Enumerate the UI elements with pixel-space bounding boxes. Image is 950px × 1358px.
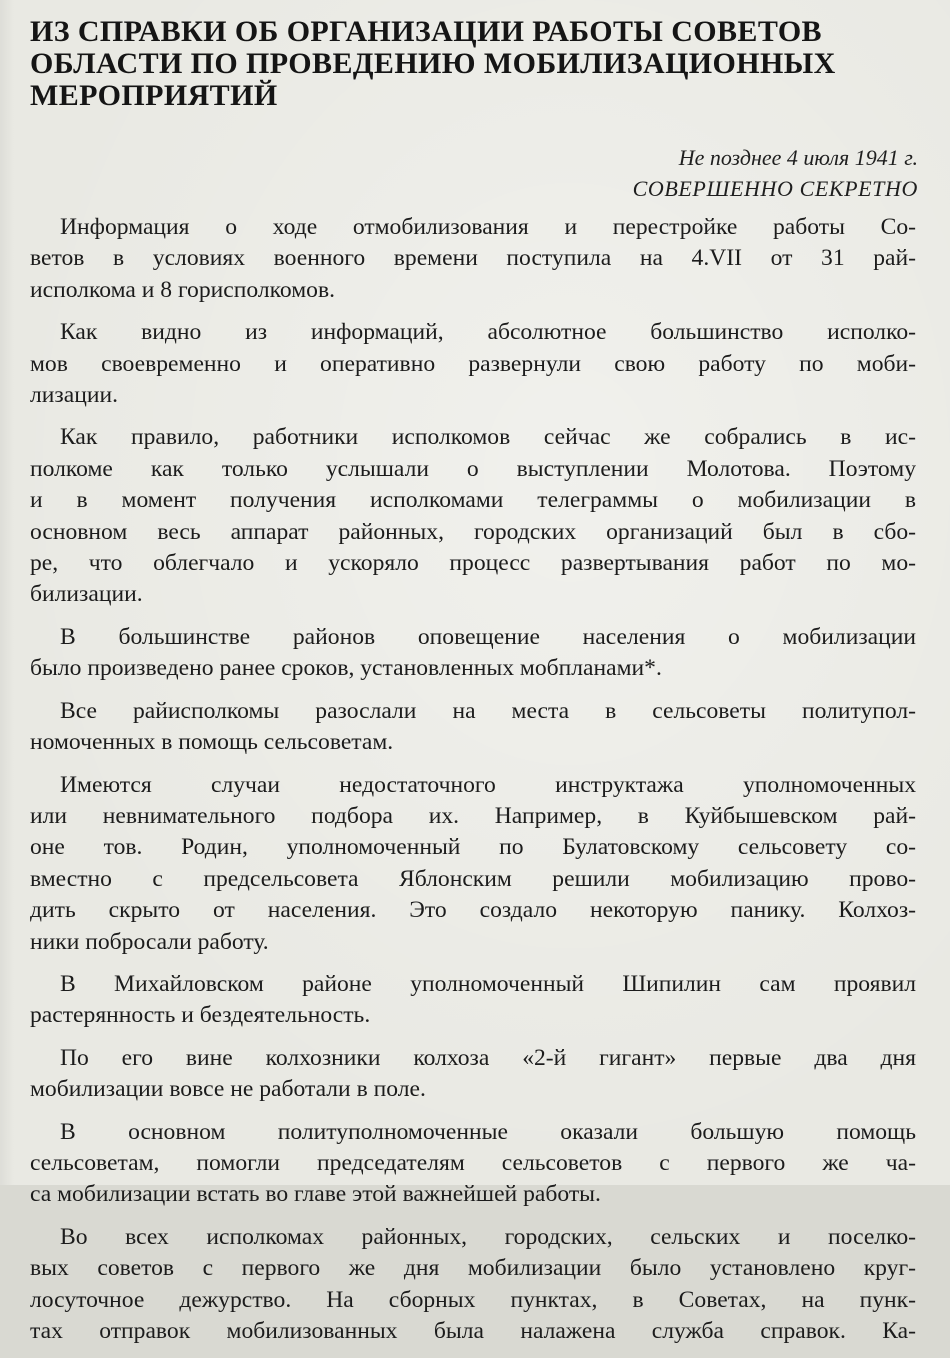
- title-line: ОБЛАСТИ ПО ПРОВЕДЕНИЮ МОБИЛИЗАЦИОННЫХ: [30, 47, 836, 80]
- text-line: Все райисполкомы разослали на места в сельсоветы политупол-: [60, 697, 916, 724]
- text-line: исполкома и 8 горисполкомов.: [30, 276, 336, 303]
- text-line: вых советов с первого же дня мобилизации было установлено круг-: [30, 1255, 916, 1282]
- paragraph: [30, 1222, 916, 1348]
- title-line: ИЗ СПРАВКИ ОБ ОРГАНИЗАЦИИ РАБОТЫ СОВЕТОВ: [30, 15, 822, 48]
- text-line: сельсоветам, помогли председателям сельсоветов с первого же ча-: [30, 1149, 916, 1176]
- text-line: В основном политуполномоченные оказали большую помощь: [60, 1118, 916, 1145]
- text-line: оне тов. Родин, уполномоченный по Булатовскому сельсовету со-: [30, 834, 916, 861]
- text-line: дить скрыто от населения. Это создало некоторую панику. Колхоз-: [30, 897, 916, 924]
- text-line: В Михайловском районе уполномоченный Шипилин сам проявил: [60, 970, 916, 997]
- document-title: [30, 16, 930, 112]
- text-line: ре, что облегчало и ускоряло процесс развертывания работ по мо-: [30, 550, 916, 577]
- text-line: полкоме как только услышали о выступлении Молотова. Поэтому: [30, 455, 916, 482]
- paragraph: [30, 622, 916, 685]
- paragraph: [30, 1117, 916, 1211]
- text-line: Информация о ходе отмобилизования и перестройке работы Со-: [60, 214, 916, 240]
- document-meta: [633, 142, 918, 204]
- text-line: Имеются случаи недостаточного инструктажа уполномоченных: [60, 771, 916, 798]
- text-line: Как видно из информаций, абсолютное большинство исполко-: [60, 319, 916, 346]
- text-line: ники побросали работу.: [30, 928, 269, 955]
- text-line: было произведено ранее сроков, установленных мобпланами*.: [30, 655, 662, 682]
- text-line: Как правило, работники исполкомов сейчас же собрались в ис-: [60, 424, 916, 451]
- text-line: По его вине колхозники колхоза «2-й гигант» первые два дня: [60, 1044, 916, 1071]
- paragraph: [30, 422, 916, 610]
- text-line: мобилизации вовсе не работали в поле.: [30, 1076, 426, 1103]
- text-line: или невнимательного подбора их. Например, в Куйбышевском рай-: [30, 802, 916, 829]
- text-line: са мобилизации встать во главе этой важнейшей работы.: [30, 1181, 601, 1208]
- text-line: номоченных в помощь сельсоветам.: [30, 729, 394, 756]
- paragraph: [30, 1043, 916, 1106]
- paragraph: [30, 212, 916, 306]
- paragraph: [30, 696, 916, 759]
- title-line: МЕРОПРИЯТИЙ: [30, 79, 278, 112]
- text-line: Во всех исполкомах районных, городских, сельских и поселко-: [60, 1223, 916, 1250]
- text-line: лизации.: [30, 382, 118, 409]
- text-line: вместно с предсельсовета Яблонским решили мобилизацию прово-: [30, 865, 916, 892]
- text-line: лосуточное дежурство. На сборных пунктах, в Советах, на пунк-: [30, 1286, 916, 1313]
- text-line: и в момент получения исполкомами телеграммы о мобилизации в: [30, 487, 916, 514]
- document-date: Не позднее 4 июля 1941 г.: [678, 145, 918, 170]
- text-line: тах отправок мобилизованных была налажена служба справок. Ка-: [30, 1318, 916, 1344]
- classification-label: СОВЕРШЕННО СЕКРЕТНО: [632, 176, 918, 201]
- text-line: основном весь аппарат районных, городских организаций был в сбо-: [30, 518, 916, 545]
- text-line: растерянность и бездеятельность.: [30, 1002, 371, 1029]
- document-body: [30, 212, 916, 1358]
- paragraph: [30, 770, 916, 958]
- text-line: билизации.: [30, 581, 143, 608]
- paragraph: [30, 969, 916, 1032]
- paragraph: [30, 317, 916, 411]
- text-line: ветов в условиях военного времени поступила на 4.VII от 31 рай-: [30, 245, 916, 272]
- text-line: мов своевременно и оперативно развернули свою работу по моби-: [30, 350, 916, 377]
- text-line: В большинстве районов оповещение населения о мобилизации: [60, 623, 916, 650]
